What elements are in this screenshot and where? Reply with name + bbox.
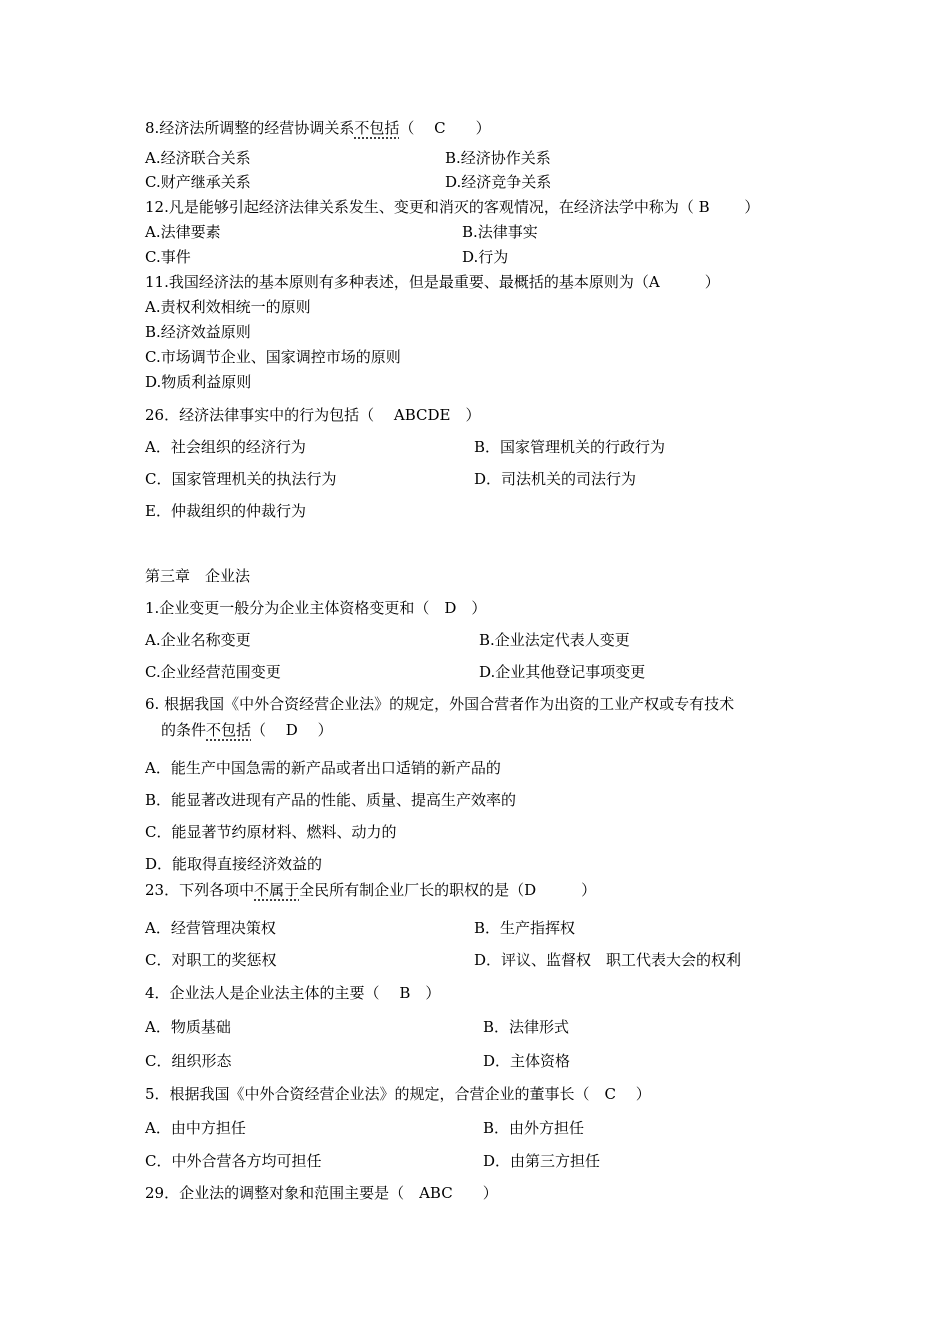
question-text: 的条件 (161, 721, 207, 739)
emphasis-text: 不包括 (354, 119, 400, 137)
option-d: D．主体资格 (483, 1052, 571, 1070)
question-text: 23．下列各项中 (145, 881, 255, 899)
option-a: A.法律要素 (145, 223, 221, 241)
option-d: D．由第三方担任 (483, 1152, 601, 1170)
option-c: C．国家管理机关的执法行为 (145, 470, 337, 488)
option-d: D．司法机关的司法行为 (474, 470, 637, 488)
question-6-stem-line2 (161, 720, 333, 740)
answer-bracket: （ D ） (251, 721, 333, 739)
question-8-stem (145, 118, 491, 138)
option-b: B.企业法定代表人变更 (479, 631, 630, 649)
option-b: B．由外方担任 (483, 1119, 585, 1137)
option-d: D.企业其他登记事项变更 (479, 663, 646, 681)
option-c: C.市场调节企业、国家调控市场的原则 (145, 348, 401, 366)
option-a: A．经营管理决策权 (145, 919, 276, 937)
question-23-stem (145, 880, 596, 900)
option-a: A.经济联合关系 (145, 149, 251, 167)
question-11-stem: 11.我国经济法的基本原则有多种表述，但是最重要、最概括的基本原则为（A ） (145, 273, 720, 291)
question-text: 全民所有制企业厂长的职权的是（D ） (299, 881, 597, 899)
answer-bracket: （ C ） (399, 119, 491, 137)
option-c: C．对职工的奖惩权 (145, 951, 277, 969)
emphasis-text: 不属于 (254, 881, 300, 899)
question-1-stem: 1.企业变更一般分为企业主体资格变更和（ D ） (145, 599, 487, 617)
option-b: B．国家管理机关的行政行为 (474, 438, 666, 456)
option-e: E．仲裁组织的仲裁行为 (145, 502, 306, 520)
option-b: B.法律事实 (462, 223, 538, 241)
question-29-stem: 29．企业法的调整对象和范围主要是（ ABC ） (145, 1184, 498, 1202)
question-26-stem: 26．经济法律事实中的行为包括（ ABCDE ） (145, 406, 481, 424)
chapter-heading: 第三章 企业法 (145, 567, 251, 585)
option-b: B．生产指挥权 (474, 919, 576, 937)
question-4-stem: 4．企业法人是企业法主体的主要（ B ） (145, 984, 441, 1002)
option-b: B.经济效益原则 (145, 323, 251, 341)
question-text: 8.经济法所调整的经营协调关系 (145, 119, 355, 137)
option-c: C．中外合营各方均可担任 (145, 1152, 322, 1170)
option-d: D.物质利益原则 (145, 373, 252, 391)
option-b: B.经济协作关系 (445, 149, 551, 167)
option-c: C．组织形态 (145, 1052, 232, 1070)
option-b: B．能显著改进现有产品的性能、质量、提高生产效率的 (145, 791, 517, 809)
option-a: A．物质基础 (145, 1018, 231, 1036)
question-6-stem-line1: 6. 根据我国《中外合资经营企业法》的规定，外国合营者作为出资的工业产权或专有技术 (145, 695, 735, 713)
question-5-stem: 5．根据我国《中外合资经营企业法》的规定，合营企业的董事长（ C ） (145, 1085, 651, 1103)
option-c: C.事件 (145, 248, 191, 266)
option-a: A．能生产中国急需的新产品或者出口适销的新产品的 (145, 759, 501, 777)
option-d: D．评议、监督权 职工代表大会的权利 (474, 951, 742, 969)
option-c: C．能显著节约原材料、燃料、动力的 (145, 823, 397, 841)
option-a: A．由中方担任 (145, 1119, 246, 1137)
option-d: D．能取得直接经济效益的 (145, 855, 323, 873)
option-a: A.责权利效相统一的原则 (145, 298, 311, 316)
emphasis-text: 不包括 (206, 721, 252, 739)
question-12-stem: 12.凡是能够引起经济法律关系发生、变更和消灭的客观情况，在经济法学中称为（ B ） (145, 198, 760, 216)
option-c: C.财产继承关系 (145, 173, 251, 191)
option-a: A.企业名称变更 (145, 631, 251, 649)
option-c: C.企业经营范围变更 (145, 663, 281, 681)
option-a: A．社会组织的经济行为 (145, 438, 306, 456)
option-d: D.行为 (462, 248, 509, 266)
option-b: B．法律形式 (483, 1018, 570, 1036)
option-d: D.经济竞争关系 (445, 173, 552, 191)
